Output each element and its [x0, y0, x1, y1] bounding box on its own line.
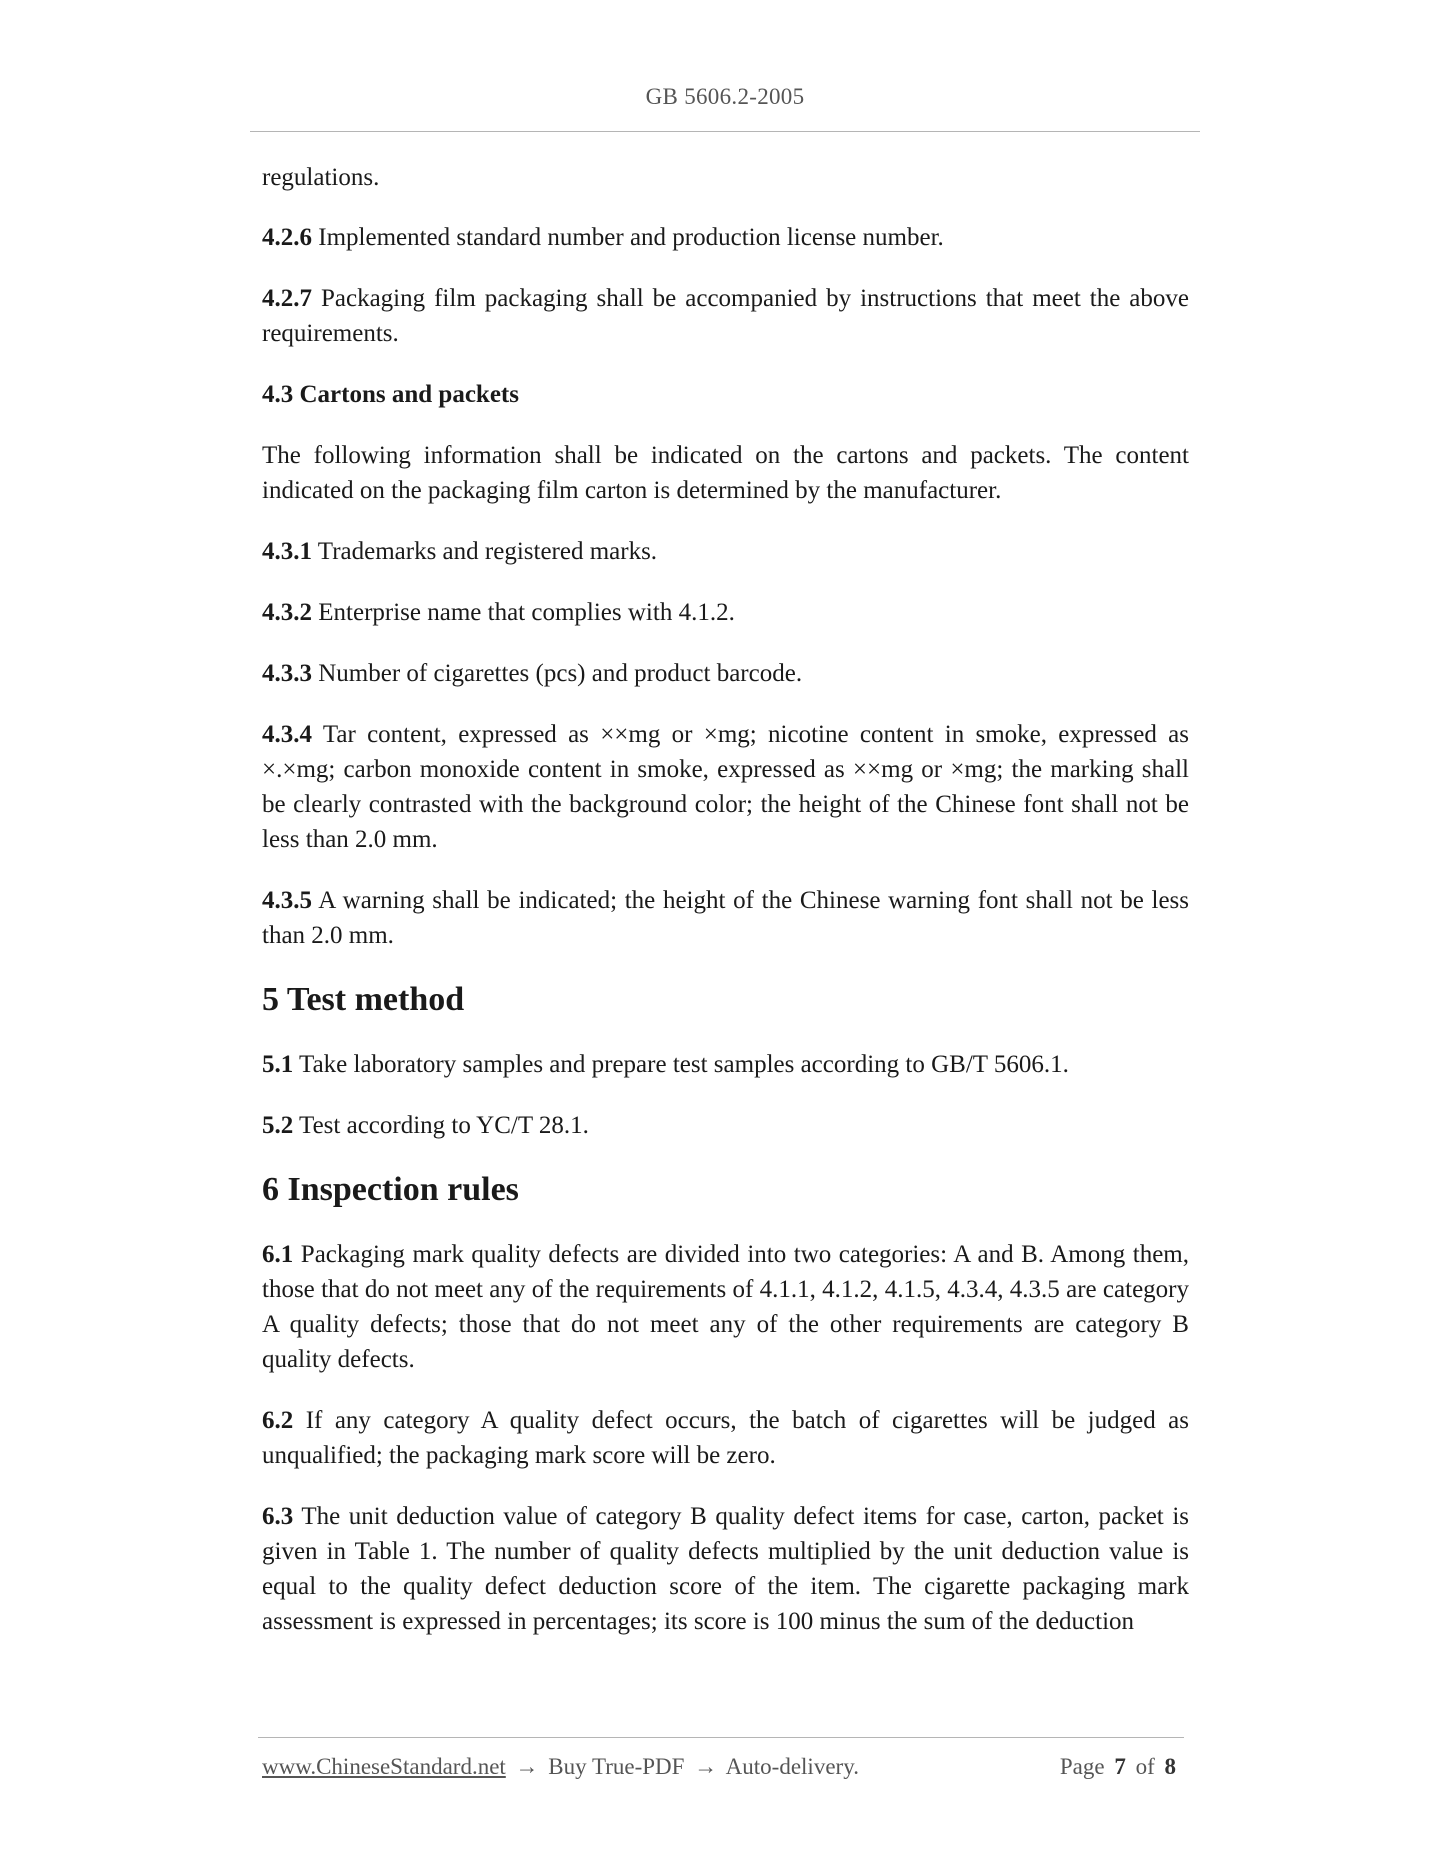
paragraph-regulations: regulations. [262, 164, 380, 191]
page-total: 8 [1164, 1754, 1176, 1779]
auto-delivery-text: Auto-delivery. [725, 1754, 859, 1779]
clause-number: 4.2.7 [262, 285, 312, 312]
footer-divider [258, 1737, 1184, 1738]
page-indicator [1060, 1754, 1180, 1780]
clause-text: If any category A quality defect occurs, the batch of cigarettes will be judged as unqualified; the packaging mark score will be zero. [262, 1407, 1189, 1469]
page-label: Page [1059, 1754, 1105, 1779]
clause-number: 4.2.6 [262, 224, 312, 251]
clause-number: 6.3 [262, 1503, 294, 1530]
clause-text: Tar content, expressed as ××mg or ×mg; nicotine content in smoke, expressed as ×.×mg; carbon monoxide content in smoke, expressed as ××mg or ×mg; the marking shall be clearly contrasted with the background color; the height of the Chinese font shall not be less than 2.0 mm. [262, 721, 1189, 853]
clause-4-3-3 [262, 656, 1189, 691]
clause-4-3-5 [262, 883, 1189, 953]
clause-text: The unit deduction value of category B quality defect items for case, carton, packet is given in Table 1. The number of quality defects multiplied by the unit deduction value is equal to the quality defect deduction score of the item. The cigarette packaging mark assessment is expressed in percentages; its score is 100 minus the sum of the deduction [262, 1503, 1189, 1635]
clause-text: Enterprise name that complies with 4.1.2. [312, 599, 735, 626]
heading-6-inspection-rules: 6 Inspection rules [262, 1171, 519, 1208]
page-current: 7 [1114, 1754, 1126, 1779]
clause-4-2-7 [262, 281, 1189, 351]
clause-4-3-2 [262, 595, 1189, 630]
clause-text: Take laboratory samples and prepare test samples according to GB/T 5606.1. [293, 1051, 1069, 1078]
clause-5-1 [262, 1047, 1189, 1082]
clause-text: Packaging mark quality defects are divided into two categories: A and B. Among them, those that do not meet any of the requirements of 4.1.1, 4.1.2, 4.1.5, 4.3.4, 4.3.5 are category A quality defects; those that do not meet any of the other requirements are category B quality defects. [262, 1241, 1189, 1373]
clause-text: Number of cigarettes (pcs) and product barcode. [312, 660, 803, 687]
clause-number: 4.3.4 [262, 721, 312, 748]
heading-5-test-method: 5 Test method [262, 981, 465, 1018]
header-divider [250, 131, 1200, 132]
clause-5-2 [262, 1108, 1189, 1143]
website-link[interactable]: www.ChineseStandard.net [262, 1754, 506, 1779]
clause-number: 4.3.2 [262, 599, 312, 626]
clause-text: A warning shall be indicated; the height of the Chinese warning font shall not be less than 2.0 mm. [262, 887, 1189, 949]
buy-true-pdf-text: Buy True-PDF [548, 1754, 685, 1779]
page-of: of [1135, 1754, 1155, 1779]
clause-6-1 [262, 1237, 1189, 1377]
clause-number: 4.3.5 [262, 887, 312, 914]
clause-4-2-6 [262, 220, 1189, 255]
clause-4-3-4 [262, 717, 1189, 857]
right-arrow-icon: → [515, 1754, 539, 1779]
clause-text: Implemented standard number and production license number. [312, 224, 944, 251]
clause-text: Test according to YC/T 28.1. [293, 1112, 589, 1139]
heading-4-3: 4.3 Cartons and packets [262, 381, 519, 408]
clause-text: Packaging film packaging shall be accompanied by instructions that meet the above requirements. [262, 285, 1189, 347]
clause-6-3 [262, 1499, 1189, 1639]
clause-number: 6.1 [262, 1241, 294, 1268]
right-arrow-icon: → [694, 1754, 718, 1779]
document-body [262, 160, 1189, 1665]
clause-number: 5.1 [262, 1051, 294, 1078]
clause-number: 6.2 [262, 1407, 294, 1434]
document-header-title: GB 5606.2-2005 [645, 84, 805, 109]
clause-number: 5.2 [262, 1112, 294, 1139]
clause-4-3-1 [262, 534, 1189, 569]
clause-number: 4.3.1 [262, 538, 312, 565]
paragraph-4-3-intro: The following information shall be indicated on the cartons and packets. The content indicated on the packaging film carton is determined by the manufacturer. [262, 442, 1189, 504]
clause-text: Trademarks and registered marks. [312, 538, 658, 565]
document-footer [262, 1754, 1182, 1780]
clause-6-2 [262, 1403, 1189, 1473]
clause-number: 4.3.3 [262, 660, 312, 687]
